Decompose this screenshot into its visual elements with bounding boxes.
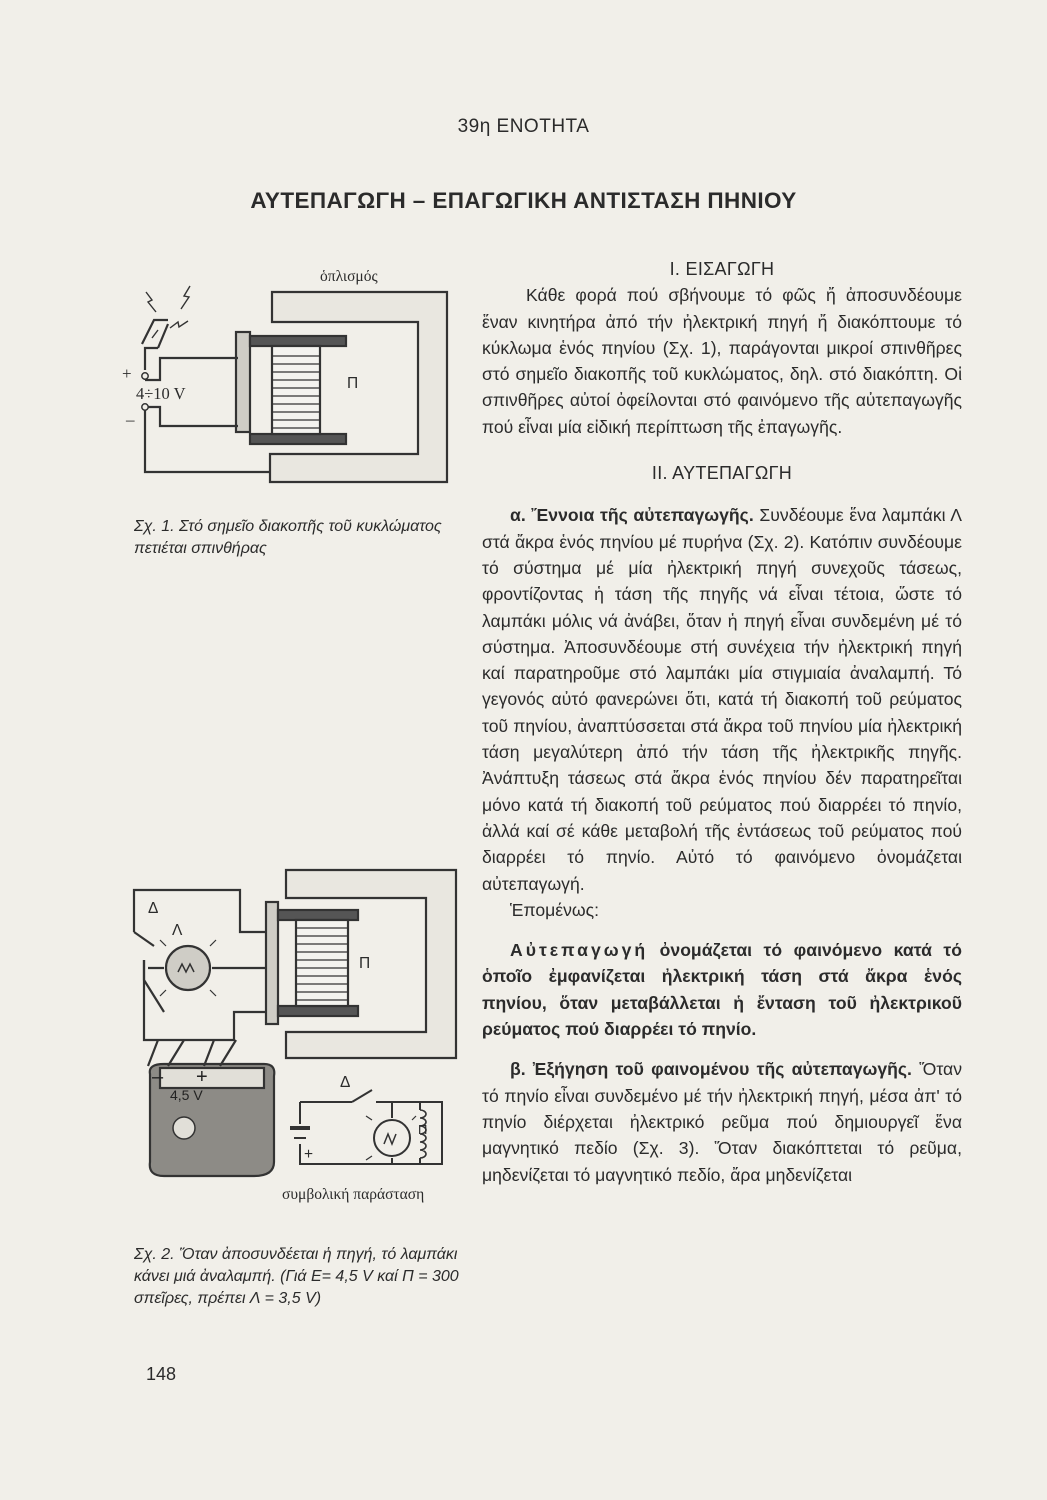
figure-1-voltage-label: 4÷10 V: [136, 384, 186, 403]
figure-1-plus-label: +: [122, 364, 132, 383]
unit-heading: 39η ΕΝΟΤΗΤΑ: [457, 116, 590, 137]
figure-1-minus-label: –: [126, 410, 135, 429]
section-2b-paragraph: [482, 1056, 962, 1187]
figure-2-caption: Σχ. 2. Ὅταν ἀποσυνδέεται ἡ πηγή, τό λαμπάκι κάνει μιά ἀναλαμπή. (Γιά E= 4,5 V καί Π = 300 σπεῖρες, πρέπει Λ = 3,5 V): [134, 1246, 459, 1307]
figure-1-caption: Σχ. 1. Στό σημεῖο διακοπῆς τοῦ κυκλώματος πετιέται σπινθήρας: [134, 518, 442, 557]
section-2b-text: Ὅταν τό πηνίο εἶναι συνδεμένο μέ τήν ἠλεκτρική πηγή, μέσα ἀπ' τό πηνίο διέρχεται ἠλεκτρικό ρεῦμα πού δημιουργεῖ ἕνα μαγνητικό πεδίο (Σχ. 3). Ὅταν διακόπτεται τό ρεῦμα, μηδενίζεται τό μαγνητικό πεδίο, ἄρα μηδενίζεται: [482, 1059, 963, 1185]
battery-logo-icon: [173, 1117, 195, 1139]
definition-term: Αὐτεπαγωγή: [510, 940, 649, 961]
figure-1-coil-label: Π: [347, 375, 359, 392]
section-1-heading: Ι. ΕΙΣΑΓΩΓΗ: [669, 259, 775, 279]
symbolic-coil-label: Π: [418, 1122, 428, 1137]
figure-1-diagram: [110, 262, 460, 492]
section-2a-text: Συνδέουμε ἕνα λαμπάκι Λ στά ἄκρα ἑνός πηνίου μέ πυρήνα (Σχ. 2). Κατόπιν συνδέουμε τό σύστημα μέ μία ἠλεκτρική πηγή συνεχοῦς τάσεως, φροντίζοντας ἡ τάση τῆς πηγῆς νά εἶναι τέτοια, ὥστε τό λαμπάκι μόλις νά ἀνάβει, ὅταν ἡ πηγή εἶναι συνδεμένη μέ τό σύστημα. Ἀποσυνδέουμε στή συνέχεια τήν ἠλεκτρική πηγή καί παρατηροῦμε στό λαμπάκι μία στιγμιαία ἀναλαμπή. Τό γεγονός αὐτό φανερώνει ὅτι, κατά τή διακοπή τοῦ ρεύματος τοῦ πηνίου, ἀναπτύσσεται στά ἄκρα τοῦ πηνίου μία ἠλεκτρική τάση μεγαλύτερη ἀπό τήν τάση τῆς ἠλεκτρικῆς πηγῆς. Ἀνάπτυξη τάσεως στά ἄκρα ἑνός πηνίου δέν παρατηρεῖται μόνο κατά τή διακοπή τοῦ ρεύματος πού διαρρέει τό πηνίο, ἀλλά καί σέ κάθε μεταβολή τῆς ἐντάσεως τοῦ ρεύματος πού διαρρέει τό πηνίο. Αὐτό τό φαινόμενο ὀνομάζεται αὐτεπαγωγή.: [482, 505, 963, 894]
section-2a-paragraph: [482, 502, 962, 896]
section-2-heading: ΙΙ. ΑΥΤΕΠΑΓΩΓΗ: [651, 463, 793, 484]
symbolic-representation-label: συμβολική παράσταση: [282, 1186, 425, 1203]
therefore-text: Ἑπομένως:: [510, 899, 600, 920]
figure-2-diagram: [124, 862, 460, 1180]
figure-2-lamp-label: Λ: [172, 922, 183, 939]
figure-2-coil-label: Π: [359, 955, 371, 972]
spark-icon: [146, 286, 190, 338]
battery-plus-label: +: [196, 1066, 208, 1088]
page-title: ΑΥΤΕΠΑΓΩΓΗ – ΕΠΑΓΩΓΙΚΗ ΑΝΤΙΣΤΑΣΗ ΠΗΝΙΟΥ: [250, 188, 797, 213]
definition-text: ὀνομάζεται τό φαινόμενο κατά τό ὁποῖο ἐμφανίζεται ἠλεκτρική τάση στά ἄκρα ἑνός πηνίου, ὅταν μεταβάλλεται ἡ ἔνταση τοῦ ἠλεκτρικοῦ ρεύματος πού διαρρέει τό πηνίο.: [482, 940, 963, 1040]
figure-1-armature-label: ὁπλισμός: [320, 268, 378, 285]
section-1-paragraph: Κάθε φορά πού σβήνουμε τό φῶς ἤ ἀποσυνδέουμε ἕναν κινητήρα ἀπό τήν ἠλεκτρική πηγή ἤ διακόπτουμε τό κύκλωμα ἑνός πηνίου (Σχ. 1), παράγονται μικροί σπινθῆρες στό σημεῖο διακοπῆς τοῦ κυκλώματος, δηλ. στό διακόπτη. Οἱ σπινθῆρες αὐτοί ὀφείλονται στό φαινόμενο τῆς αὐτεπαγωγῆς πού εἶναι μία εἰδική περίπτωση τῆς ἐπαγωγῆς.: [482, 285, 962, 437]
symbolic-switch-label: Δ: [340, 1074, 351, 1091]
definition-paragraph: [482, 937, 962, 1042]
battery-voltage-label: 4,5 V: [170, 1087, 203, 1103]
page-number: 148: [146, 1364, 177, 1384]
symbolic-plus-label: +: [304, 1146, 314, 1163]
section-2b-title: β. Ἐξήγηση τοῦ φαινομένου τῆς αὐτεπαγωγῆς.: [510, 1059, 912, 1080]
figure-2-switch-label: Δ: [148, 900, 159, 917]
battery-minus-label: –: [152, 1066, 164, 1088]
text-column: [482, 256, 962, 1188]
section-2a-title: α. Ἔννοια τῆς αὐτεπαγωγῆς.: [510, 505, 754, 526]
